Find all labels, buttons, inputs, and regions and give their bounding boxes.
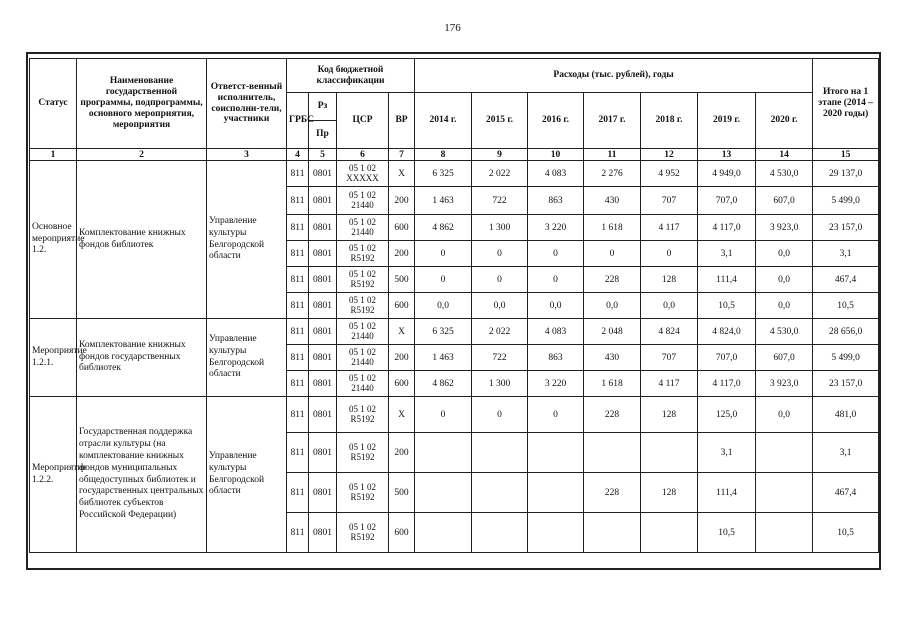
year-value-cell: 111,4 (698, 267, 756, 293)
year-value-cell: 1 463 (415, 187, 472, 215)
header-year-2018: 2018 г. (641, 93, 698, 149)
rzpr-cell: 0801 (309, 397, 337, 433)
year-value-cell: 10,5 (698, 293, 756, 319)
col-num: 15 (813, 149, 879, 161)
col-num: 13 (698, 149, 756, 161)
csr-part2: 21440 (351, 330, 374, 341)
rzpr-cell: 0801 (309, 241, 337, 267)
year-value-cell: 4 117 (641, 215, 698, 241)
year-value-cell: 2 276 (584, 161, 641, 187)
csr-part1: 05 1 02 (349, 189, 376, 200)
csr-part1: 05 1 02 (349, 481, 376, 492)
status-cell: Мероприятие 1.2.1. (30, 319, 77, 397)
csr-part2: R5192 (350, 252, 375, 263)
header-status: Статус (30, 59, 77, 149)
vr-cell: 600 (389, 513, 415, 553)
year-value-cell (415, 433, 472, 473)
csr-part1: 05 1 02 (349, 403, 376, 414)
total-cell: 10,5 (813, 293, 879, 319)
name-cell: Комплектование книжных фондов библиотек (77, 161, 207, 319)
header-year-2020: 2020 г. (756, 93, 813, 149)
header-total: Итого на 1 этапе (2014 – 2020 годы) (813, 59, 879, 149)
table-row (30, 161, 879, 187)
year-value-cell (756, 473, 813, 513)
year-value-cell: 228 (584, 473, 641, 513)
year-value-cell (756, 513, 813, 553)
csr-cell (337, 267, 389, 293)
year-value-cell (584, 433, 641, 473)
vr-cell: 200 (389, 433, 415, 473)
rzpr-cell: 0801 (309, 215, 337, 241)
rzpr-cell: 0801 (309, 319, 337, 345)
year-value-cell: 2 048 (584, 319, 641, 345)
year-value-cell: 607,0 (756, 345, 813, 371)
col-num: 11 (584, 149, 641, 161)
responsible-cell: Управление культуры Белгородской области (207, 161, 287, 319)
csr-part2: 21440 (351, 356, 374, 367)
year-value-cell: 4 530,0 (756, 319, 813, 345)
csr-part2: ХХХХХ (346, 172, 379, 183)
csr-part2: 21440 (351, 382, 374, 393)
year-value-cell: 0,0 (584, 293, 641, 319)
col-num: 9 (472, 149, 528, 161)
header-year-2017: 2017 г. (584, 93, 641, 149)
year-value-cell: 722 (472, 345, 528, 371)
grbs-cell: 811 (287, 267, 309, 293)
csr-part1: 05 1 02 (349, 441, 376, 452)
year-value-cell: 0 (528, 241, 584, 267)
table-body (30, 161, 879, 553)
year-value-cell: 430 (584, 345, 641, 371)
col-num: 1 (30, 149, 77, 161)
csr-cell (337, 215, 389, 241)
csr-part1: 05 1 02 (349, 162, 376, 173)
year-value-cell: 3 220 (528, 371, 584, 397)
year-value-cell: 0 (472, 267, 528, 293)
col-num: 5 (309, 149, 337, 161)
vr-cell: 600 (389, 215, 415, 241)
total-cell: 467,4 (813, 473, 879, 513)
status-cell: Мероприятие 1.2.2. (30, 397, 77, 553)
year-value-cell: 0 (584, 241, 641, 267)
year-value-cell: 3,1 (698, 241, 756, 267)
year-value-cell (472, 433, 528, 473)
csr-cell (337, 161, 389, 187)
year-value-cell: 0 (415, 397, 472, 433)
year-value-cell: 4 862 (415, 215, 472, 241)
col-num: 8 (415, 149, 472, 161)
year-value-cell: 4 952 (641, 161, 698, 187)
year-value-cell: 0 (472, 241, 528, 267)
total-cell: 28 656,0 (813, 319, 879, 345)
grbs-cell: 811 (287, 473, 309, 513)
csr-part2: R5192 (350, 413, 375, 424)
column-numbers-row (30, 149, 879, 161)
year-value-cell: 3 923,0 (756, 215, 813, 241)
total-cell: 5 499,0 (813, 187, 879, 215)
year-value-cell: 1 300 (472, 215, 528, 241)
rzpr-cell: 0801 (309, 433, 337, 473)
year-value-cell: 0 (641, 241, 698, 267)
year-value-cell: 0,0 (756, 267, 813, 293)
csr-part1: 05 1 02 (349, 521, 376, 532)
responsible-cell: Управление культуры Белгородской области (207, 319, 287, 397)
grbs-cell: 811 (287, 371, 309, 397)
csr-part2: 21440 (351, 199, 374, 210)
year-value-cell (472, 513, 528, 553)
rzpr-cell: 0801 (309, 267, 337, 293)
csr-part1: 05 1 02 (349, 346, 376, 357)
year-value-cell: 0,0 (756, 293, 813, 319)
year-value-cell (641, 433, 698, 473)
total-cell: 10,5 (813, 513, 879, 553)
year-value-cell: 0 (528, 397, 584, 433)
csr-part1: 05 1 02 (349, 268, 376, 279)
grbs-cell: 811 (287, 215, 309, 241)
year-value-cell: 707 (641, 345, 698, 371)
year-value-cell: 0 (415, 241, 472, 267)
year-value-cell: 128 (641, 267, 698, 293)
csr-cell (337, 241, 389, 267)
year-value-cell (528, 433, 584, 473)
year-value-cell: 128 (641, 473, 698, 513)
vr-cell: 200 (389, 187, 415, 215)
year-value-cell: 3,1 (698, 433, 756, 473)
year-value-cell: 3 220 (528, 215, 584, 241)
total-cell: 481,0 (813, 397, 879, 433)
col-num: 6 (337, 149, 389, 161)
csr-part2: R5192 (350, 278, 375, 289)
year-value-cell: 0,0 (415, 293, 472, 319)
header-year-2016: 2016 г. (528, 93, 584, 149)
grbs-cell: 811 (287, 513, 309, 553)
year-value-cell: 722 (472, 187, 528, 215)
responsible-cell: Управление культуры Белгородской области (207, 397, 287, 553)
year-value-cell: 1 300 (472, 371, 528, 397)
table-row (30, 319, 879, 345)
csr-part1: 05 1 02 (349, 372, 376, 383)
year-value-cell (528, 513, 584, 553)
header-year-2014: 2014 г. (415, 93, 472, 149)
total-cell: 23 157,0 (813, 215, 879, 241)
total-cell: 3,1 (813, 433, 879, 473)
csr-cell (337, 513, 389, 553)
year-value-cell: 128 (641, 397, 698, 433)
rzpr-cell: 0801 (309, 293, 337, 319)
header-name: Наименование государственной программы, подпрограммы, основного мероприятия, мероприятия (77, 59, 207, 149)
csr-part2: R5192 (350, 451, 375, 462)
year-value-cell: 0,0 (528, 293, 584, 319)
year-value-cell: 4 862 (415, 371, 472, 397)
header-csr: ЦСР (337, 93, 389, 149)
table-row (30, 397, 879, 433)
year-value-cell: 863 (528, 345, 584, 371)
year-value-cell: 0 (415, 267, 472, 293)
vr-cell: 200 (389, 241, 415, 267)
header-rz: Рз (309, 93, 337, 121)
rzpr-cell: 0801 (309, 161, 337, 187)
rzpr-cell: 0801 (309, 371, 337, 397)
year-value-cell: 0 (528, 267, 584, 293)
year-value-cell: 1 463 (415, 345, 472, 371)
name-cell: Комплектование книжных фондов государственных библиотек (77, 319, 207, 397)
year-value-cell: 4 949,0 (698, 161, 756, 187)
grbs-cell: 811 (287, 433, 309, 473)
year-value-cell: 0,0 (641, 293, 698, 319)
csr-part1: 05 1 02 (349, 242, 376, 253)
year-value-cell: 0,0 (756, 241, 813, 267)
header-year-2015: 2015 г. (472, 93, 528, 149)
grbs-cell: 811 (287, 345, 309, 371)
col-num: 10 (528, 149, 584, 161)
csr-part2: 21440 (351, 226, 374, 237)
csr-cell (337, 371, 389, 397)
year-value-cell (641, 513, 698, 553)
year-value-cell: 0 (472, 397, 528, 433)
header-grbs: ГРБС (287, 93, 309, 149)
total-cell: 467,4 (813, 267, 879, 293)
header-expenses: Расходы (тыс. рублей), годы (415, 59, 813, 93)
rzpr-cell: 0801 (309, 473, 337, 513)
year-value-cell: 607,0 (756, 187, 813, 215)
header-pr: Пр (309, 121, 337, 149)
year-value-cell: 430 (584, 187, 641, 215)
year-value-cell: 4 530,0 (756, 161, 813, 187)
grbs-cell: 811 (287, 241, 309, 267)
year-value-cell: 0,0 (756, 397, 813, 433)
header-vr: ВР (389, 93, 415, 149)
col-num: 4 (287, 149, 309, 161)
vr-cell: Х (389, 397, 415, 433)
csr-cell (337, 187, 389, 215)
total-cell: 5 499,0 (813, 345, 879, 371)
rzpr-cell: 0801 (309, 187, 337, 215)
csr-part1: 05 1 02 (349, 294, 376, 305)
col-num: 14 (756, 149, 813, 161)
year-value-cell: 4 117,0 (698, 371, 756, 397)
year-value-cell: 0,0 (472, 293, 528, 319)
grbs-cell: 811 (287, 293, 309, 319)
year-value-cell: 1 618 (584, 215, 641, 241)
year-value-cell (756, 433, 813, 473)
year-value-cell: 3 923,0 (756, 371, 813, 397)
year-value-cell: 4 824 (641, 319, 698, 345)
csr-part2: R5192 (350, 491, 375, 502)
vr-cell: 500 (389, 267, 415, 293)
col-num: 7 (389, 149, 415, 161)
vr-cell: 200 (389, 345, 415, 371)
budget-table (29, 58, 879, 553)
year-value-cell: 2 022 (472, 319, 528, 345)
header-year-2019: 2019 г. (698, 93, 756, 149)
vr-cell: Х (389, 161, 415, 187)
total-cell: 3,1 (813, 241, 879, 267)
year-value-cell: 228 (584, 267, 641, 293)
vr-cell: 500 (389, 473, 415, 513)
year-value-cell: 228 (584, 397, 641, 433)
grbs-cell: 811 (287, 397, 309, 433)
year-value-cell: 707 (641, 187, 698, 215)
col-num: 2 (77, 149, 207, 161)
csr-part2: R5192 (350, 304, 375, 315)
csr-cell (337, 473, 389, 513)
header-responsible: Ответст-венный исполнитель, соисполни-тели, участники (207, 59, 287, 149)
grbs-cell: 811 (287, 187, 309, 215)
year-value-cell: 4 824,0 (698, 319, 756, 345)
total-cell: 29 137,0 (813, 161, 879, 187)
year-value-cell: 10,5 (698, 513, 756, 553)
year-value-cell: 1 618 (584, 371, 641, 397)
col-num: 3 (207, 149, 287, 161)
status-cell: Основное мероприятие 1.2. (30, 161, 77, 319)
name-cell: Государственная поддержка отрасли культуры (на комплектование книжных фондов муниципальных общедоступных библиотек и государственных центральных библиотек субъектов Российской Федерации) (77, 397, 207, 553)
year-value-cell: 4 083 (528, 161, 584, 187)
year-value-cell: 707,0 (698, 345, 756, 371)
rzpr-cell: 0801 (309, 345, 337, 371)
year-value-cell: 125,0 (698, 397, 756, 433)
col-num: 12 (641, 149, 698, 161)
year-value-cell (472, 473, 528, 513)
csr-part1: 05 1 02 (349, 216, 376, 227)
header-kbk: Код бюджетной классификации (287, 59, 415, 93)
year-value-cell: 863 (528, 187, 584, 215)
year-value-cell (584, 513, 641, 553)
grbs-cell: 811 (287, 161, 309, 187)
year-value-cell (528, 473, 584, 513)
year-value-cell: 4 083 (528, 319, 584, 345)
year-value-cell: 6 325 (415, 319, 472, 345)
page-number: 176 (444, 22, 461, 34)
rzpr-cell: 0801 (309, 513, 337, 553)
total-cell: 23 157,0 (813, 371, 879, 397)
csr-cell (337, 345, 389, 371)
vr-cell: 600 (389, 371, 415, 397)
year-value-cell (415, 473, 472, 513)
year-value-cell (415, 513, 472, 553)
vr-cell: Х (389, 319, 415, 345)
csr-cell (337, 319, 389, 345)
csr-cell (337, 433, 389, 473)
year-value-cell: 707,0 (698, 187, 756, 215)
csr-part2: R5192 (350, 531, 375, 542)
year-value-cell: 4 117 (641, 371, 698, 397)
vr-cell: 600 (389, 293, 415, 319)
year-value-cell: 111,4 (698, 473, 756, 513)
grbs-cell: 811 (287, 319, 309, 345)
year-value-cell: 2 022 (472, 161, 528, 187)
year-value-cell: 4 117,0 (698, 215, 756, 241)
year-value-cell: 6 325 (415, 161, 472, 187)
csr-cell (337, 397, 389, 433)
csr-part1: 05 1 02 (349, 320, 376, 331)
csr-cell (337, 293, 389, 319)
